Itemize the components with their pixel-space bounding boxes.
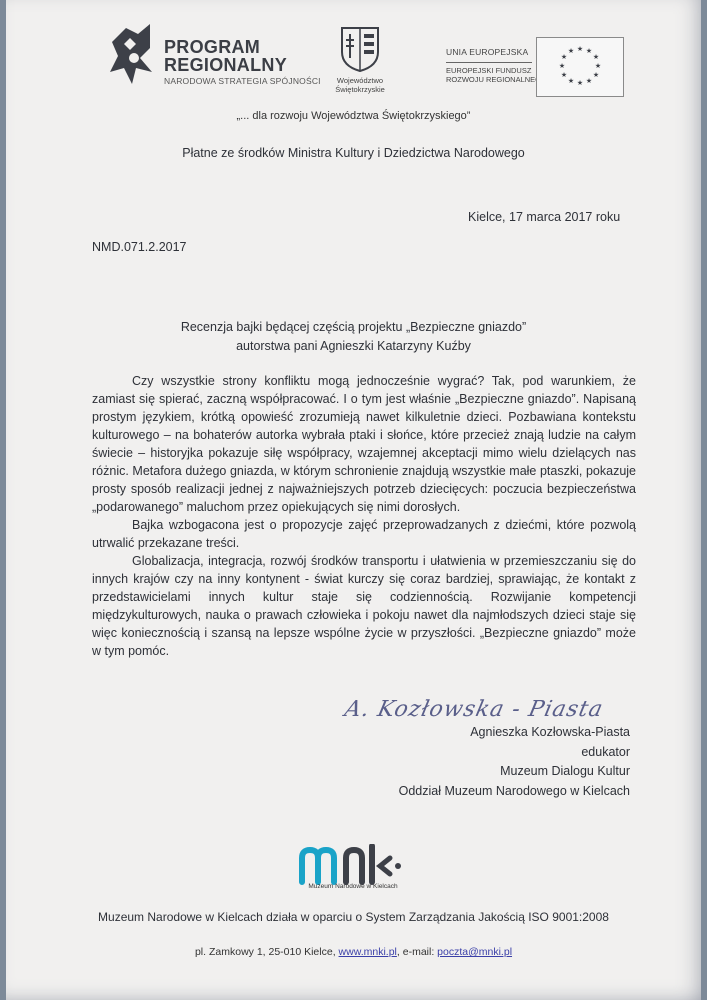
letter-date: Kielce, 17 marca 2017 roku (468, 210, 621, 224)
signer-name: Agnieszka Kozłowska-Piasta (470, 725, 630, 739)
svg-text:★: ★ (592, 71, 600, 79)
funding-note: Płatne ze środków Ministra Kultury i Dziedzictwa Narodowego (182, 146, 525, 160)
regional-motto: „... dla rozwoju Województwa Świętokrzyskiego” (236, 110, 471, 122)
svg-text:★: ★ (567, 77, 575, 85)
paragraph: Czy wszystkie strony konfliktu mogą jednocześnie wygrać? Tak, pod warunkiem, że zamiast się spierać, zaczną współpracować. I o tym jest właśnie „Bezpieczne gniazdo”. Napisaną prostym językiem, krótką opowieść zrozumieją nawet kilkuletnie dzieci. Pozbawiana kontekstu kulturowego – na bohaterów autorka wybrała ptaki i słońce, które przecież znają ludzie na całym świecie – historyjka pokazuje siłę współpracy, wzajemnej akceptacji mimo wielu dzielących nas różnic. Metafora dużego gniazda, w którym schronienie znajdują wszystkie małe ptaszki, pokazuje prosty sposób realizacji jednej z najważniejszych potrzeb dziecięcych: poczucia bezpieczeństwa „podarowanego” maluchom przez opiekujących się nimi dorosłych. (92, 374, 636, 514)
email-link[interactable]: poczta@mnki.pl (437, 946, 513, 958)
letter-body (92, 372, 636, 660)
heading-line-1: Recenzja bajki będącej częścią projektu „Bezpieczne gniazdo” (180, 320, 527, 334)
svg-text:★: ★ (585, 47, 593, 55)
svg-text:★: ★ (558, 62, 566, 70)
mnk-logo-caption: Muzeum Narodowe w Kielcach (308, 883, 398, 890)
heading-line-2: autorstwa pani Agnieszki Katarzyny Kuźby (236, 339, 471, 353)
letter-page (6, 0, 701, 1000)
svg-text:★: ★ (560, 53, 568, 61)
svg-text:A. Kozłowska - Piasta: A. Kozłowska - Piasta (342, 696, 606, 722)
eu-fund-label: EUROPEJSKI FUNDUSZ ROZWOJU REGIONALNEGO (446, 66, 547, 84)
svg-text:★: ★ (594, 62, 602, 70)
voivodeship-label: Województwo Świętokrzyskie (335, 76, 385, 94)
signer-branch: Oddział Muzeum Narodowego w Kielcach (398, 783, 630, 798)
svg-text:★: ★ (567, 47, 575, 55)
handwritten-signature (342, 686, 614, 728)
program-subtitle: NARODOWA STRATEGIA SPÓJNOŚCI (164, 76, 321, 86)
program-regionalny-logo (110, 24, 154, 86)
mnk-logo (298, 844, 410, 886)
review-heading (6, 318, 701, 356)
iso-note: Muzeum Narodowe w Kielcach działa w oparciu o System Zarządzania Jakością ISO 9001:2008 (98, 910, 609, 924)
signer-role: edukator (581, 744, 630, 759)
email-label: , e-mail: (396, 946, 435, 958)
paragraph: Globalizacja, integracja, rozwój środków transportu i ułatwienia w przemieszczaniu się do innych krajów czy na inny kontynent - świat kurczy się coraz bardziej, sprawiając, że kontakt z przedstawicielami innych kultur staje się codziennością. Rozwijanie kompetencji międzykulturowych, nauka o prawach człowieka i pokoju nawet dla najmłodszych dzieci staje się więc koniecznością i szansą na lepsze wspólne życie w przyszłości. „Bezpieczne gniazdo” może w tym pomóc. (92, 554, 636, 658)
reference-number: NMD.071.2.2017 (92, 240, 187, 254)
website-link[interactable]: www.mnki.pl (338, 946, 397, 958)
signer-institution: Muzeum Dialogu Kultur (500, 764, 630, 778)
eu-flag-icon (536, 37, 624, 97)
eu-title: UNIA EUROPEJSKA (446, 47, 529, 57)
paragraph: Bajka wzbogacona jest o propozycje zajęć przeprowadzanych z dziećmi, które pozwolą utrwalić przekazane treści. (92, 518, 636, 550)
signature-block (366, 723, 630, 801)
program-title: PROGRAM REGIONALNY (164, 37, 288, 75)
eu-divider (446, 62, 532, 63)
coat-of-arms-icon (340, 26, 380, 72)
contact-line (6, 946, 701, 958)
svg-text:★: ★ (592, 53, 600, 61)
address: pl. Zamkowy 1, 25-010 Kielce, (194, 946, 336, 958)
svg-text:★: ★ (576, 79, 584, 87)
svg-text:★: ★ (585, 77, 593, 85)
svg-text:★: ★ (576, 45, 584, 53)
svg-text:★: ★ (560, 71, 568, 79)
